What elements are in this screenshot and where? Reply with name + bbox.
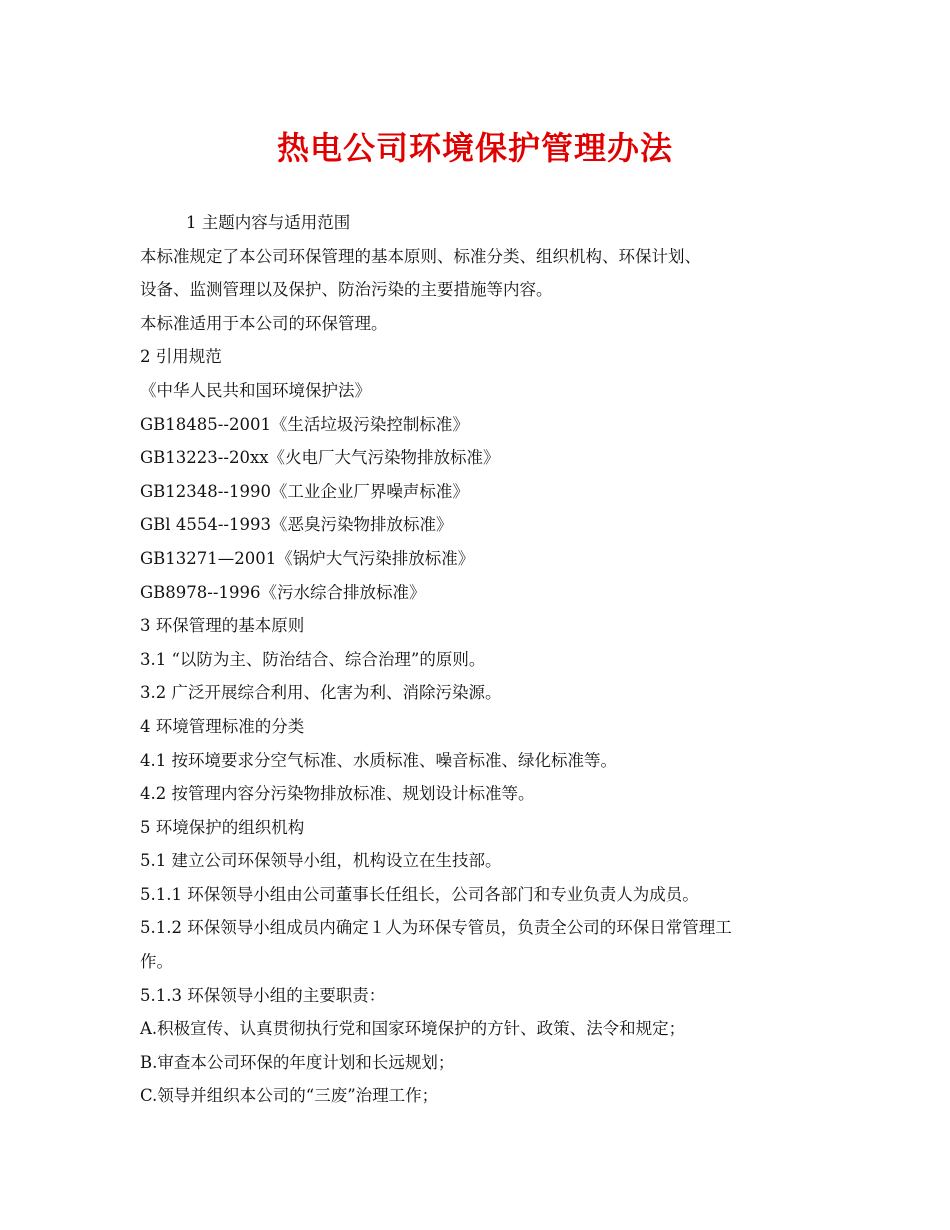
text-line: GBl 4554--1993《恶臭污染物排放标准》 — [140, 515, 453, 535]
text-line: 5.1 建立公司环保领导小组，机构设立在生技部。 — [140, 851, 502, 871]
text-line: GB13223--20xx《火电厂大气污染物排放标准》 — [140, 448, 500, 468]
text-line: 4 环境管理标准的分类 — [140, 716, 305, 736]
text-line: 3.1 “以防为主、防治结合、综合治理”的原则。 — [140, 649, 486, 669]
text-line: 4.1 按环境要求分空气标准、水质标准、噪音标准、绿化标准等。 — [140, 750, 617, 770]
text-line: GB13271—2001《锅炉大气污染排放标准》 — [140, 548, 475, 568]
text-line: 3 环保管理的基本原则 — [140, 616, 305, 636]
text-line: 5.1.1 环保领导小组由公司董事长任组长，公司各部门和专业负责人为成员。 — [140, 884, 699, 904]
text-line: 本标准规定了本公司环保管理的基本原则、标准分类、组织机构、环保计划、 — [140, 246, 701, 266]
text-line: GB18485--2001《生活垃圾污染控制标准》 — [140, 414, 469, 434]
text-line: 《中华人民共和国环境保护法》 — [140, 380, 371, 400]
text-line: C.领导并组织本公司的“三废”治理工作； — [140, 1086, 439, 1106]
document-body — [140, 206, 840, 1113]
text-line: 1 主题内容与适用范围 — [186, 213, 351, 232]
text-line: 5.1.3 环保领导小组的主要职责： — [140, 985, 386, 1005]
text-line: A.积极宣传、认真贯彻执行党和国家环境保护的方针、政策、法令和规定； — [140, 1019, 686, 1039]
text-line: 4.2 按管理内容分污染物排放标准、规划设计标准等。 — [140, 784, 535, 804]
document-title: 热电公司环境保护管理办法 — [276, 129, 673, 167]
text-line: B.审查本公司环保的年度计划和长远规划； — [140, 1052, 455, 1072]
text-line: 3.2 广泛开展综合利用、化害为利、消除污染源。 — [140, 683, 502, 703]
text-line: 作。 — [140, 952, 173, 972]
text-line: 设备、监测管理以及保护、防治污染的主要措施等内容。 — [140, 280, 553, 300]
text-line: 5.1.2 环保领导小组成员内确定１人为环保专管员，负责全公司的环保日常管理工 — [140, 918, 732, 938]
text-line: 本标准适用于本公司的环保管理。 — [140, 313, 388, 333]
text-line: 5 环境保护的组织机构 — [140, 817, 305, 837]
text-line: GB12348--1990《工业企业厂界噪声标准》 — [140, 481, 469, 501]
text-line: GB8978--1996《污水综合排放标准》 — [140, 582, 426, 602]
text-line: 2 引用规范 — [140, 347, 222, 367]
